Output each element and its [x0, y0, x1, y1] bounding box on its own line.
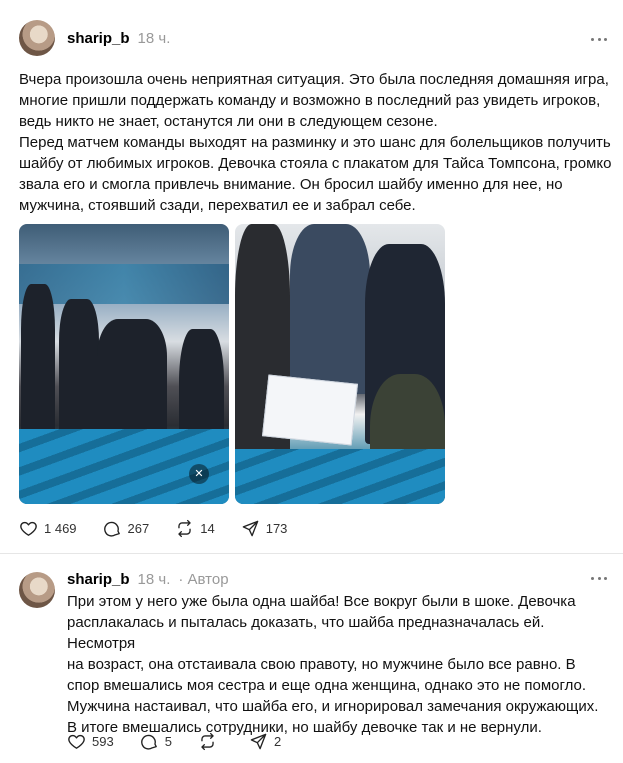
- repost-button[interactable]: [175, 519, 214, 538]
- post-text: Вчера произошла очень неприятная ситуация. Это была последняя домашняя игра, многие пришли поддержать команду и возможно в последний раз увидеть игроков, ведь никто не знает, останутся ли они в следующем сезоне. Перед матчем команды выходят на разминку и это шанс для болельщиков получить шайбу от любимых игроков. Девочка стояла с плакатом для Тайса Томпсона, громко звала его и смогла привлечь внимание. Он бросил шайбу именно для нее, но мужчина, стоявший сзади, перехватил ее и забрал себе.: [19, 71, 612, 214]
- image-media[interactable]: [235, 224, 445, 504]
- comment-bubble-icon: [103, 519, 122, 538]
- avatar[interactable]: [19, 20, 55, 56]
- share-send-icon: [241, 519, 260, 538]
- post-header: [67, 30, 170, 47]
- action-bar: [67, 732, 307, 751]
- post-header: [67, 571, 229, 588]
- repost-icon: [198, 732, 217, 751]
- share-button[interactable]: [241, 519, 288, 538]
- like-button[interactable]: [67, 732, 114, 751]
- more-dots-icon[interactable]: [591, 31, 607, 47]
- share-count: 173: [265, 521, 288, 536]
- username[interactable]: sharip_b: [67, 30, 130, 47]
- reply-post: [0, 555, 623, 763]
- media-person: [97, 319, 167, 444]
- heart-icon: [67, 732, 86, 751]
- muted-speaker-icon[interactable]: ✕: [189, 464, 209, 484]
- media-poster: [262, 374, 358, 445]
- media-person: [59, 299, 99, 439]
- post-time: 18 ч.: [137, 571, 171, 588]
- comment-button[interactable]: [140, 732, 172, 751]
- media-seats: [235, 449, 445, 504]
- author-label: · Автор: [178, 571, 229, 588]
- repost-icon: [175, 519, 194, 538]
- username[interactable]: sharip_b: [67, 571, 130, 588]
- share-count: 2: [273, 734, 282, 749]
- like-button[interactable]: [19, 519, 77, 538]
- action-bar: [19, 519, 313, 538]
- comment-button[interactable]: [103, 519, 150, 538]
- post-divider: [0, 553, 623, 554]
- share-send-icon: [249, 732, 268, 751]
- comment-bubble-icon: [140, 732, 159, 751]
- like-count: 593: [92, 734, 114, 749]
- heart-icon: [19, 519, 38, 538]
- like-count: 1 469: [44, 521, 77, 536]
- comment-count: 5: [164, 734, 172, 749]
- media-person: [21, 284, 55, 434]
- post-text: При этом у него уже была одна шайба! Все вокруг были в шоке. Девочка расплакалась и пыталась доказать, что шайба предназначалась ей. Несмотря на возраст, она отстаивала свою правоту, но мужчине было все равно. В спор вмешались моя сестра и еще одна женщина, однако это не помогло. Мужчина настаивал, что шайба его, и игнорировал замечания окружающих. В итоге вмешались сотрудники, но шайбу девочке так и не вернули.: [67, 593, 599, 736]
- share-button[interactable]: [249, 732, 281, 751]
- repost-count: 14: [200, 521, 215, 536]
- repost-button[interactable]: [198, 732, 223, 751]
- media-person: [290, 224, 370, 394]
- video-media[interactable]: [19, 224, 229, 504]
- post-time: 18 ч.: [137, 30, 171, 47]
- comment-count: 267: [127, 521, 150, 536]
- avatar[interactable]: [19, 572, 55, 608]
- more-dots-icon[interactable]: [591, 570, 607, 586]
